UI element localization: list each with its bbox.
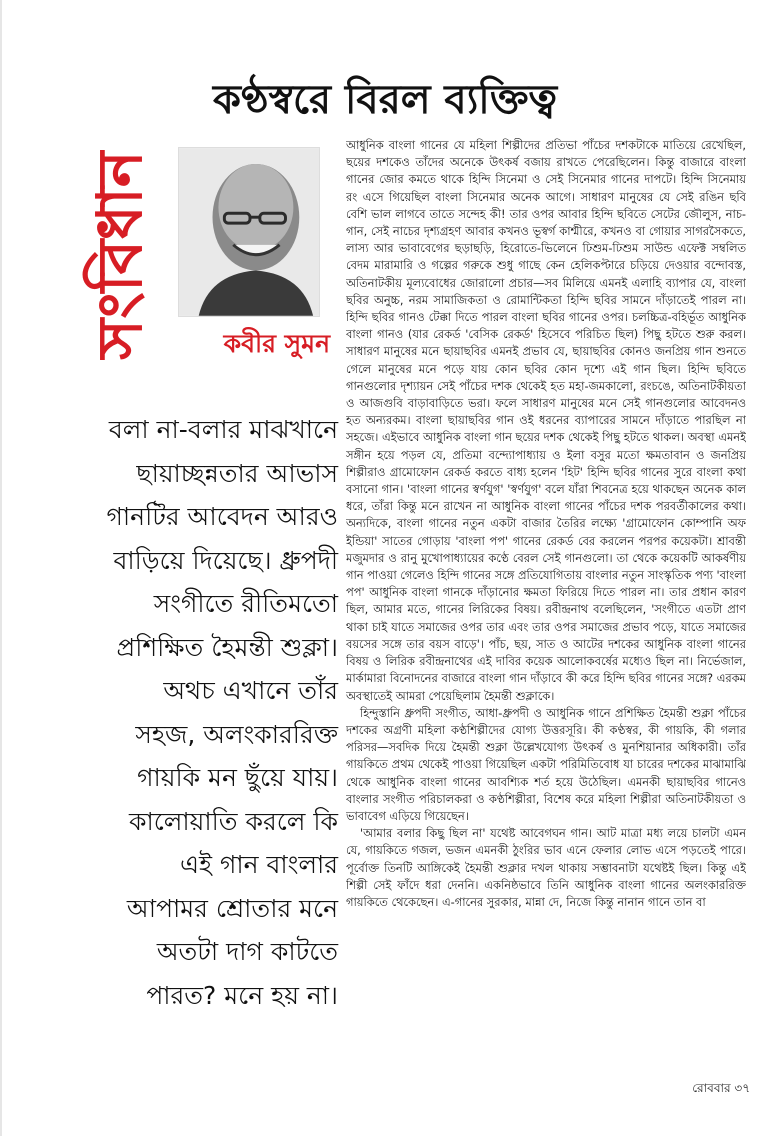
pull-quote	[52, 408, 338, 1017]
pull-quote-line: এই গান বাংলার	[179, 850, 338, 879]
body-paragraph: হিন্দুস্তানি ধ্রুপদী সংগীত, আধা-ধ্রুপদী ও আধুনিক গানে প্রশিক্ষিত হৈমন্তী শুক্লা পাঁচের দশকের অগ্রণী মহিলা কণ্ঠশিল্পীদের যোগ্য উত্তরসূরি। কী কণ্ঠস্বর, কী গায়কি, কী গলার পরিসর—সবদিক দিয়ে হৈমন্তী শুক্লা উল্লেখযোগ্য উৎকর্ষ ও মুনশিয়ানার অধিকারী। তাঁর গায়কিতে প্রথম থেকেই পাওয়া গিয়েছিল একটা পরিমিতিবোধ যা চারের দশকের মাঝামাঝি থেকে আধুনিক বাংলা গানের আবশ্যিক শর্ত হয়ে উঠেছিল। এমনকী ছায়াছবির গানেও বাংলার সংগীত পরিচালকরা ও কণ্ঠশিল্পীরা, বিশেষ করে মহিলা শিল্পীরা অতিনাটকীয়তা ও ভাবাবেগ এড়িয়ে গিয়েছেন।	[346, 705, 746, 823]
pull-quote-line: সহজ, অলংকাররিক্ত	[135, 719, 338, 749]
article-headline: কণ্ঠস্বরে বিরল ব্যক্তিত্ব	[212, 77, 558, 123]
pull-quote-line: পারত? মনে হয় না।	[146, 980, 338, 1010]
body-paragraph: 'আমার বলার কিছু ছিল না' যথেষ্ট আবেগঘন গান। আট মাত্রা মধ্য লয়ে চালটা এমন যে, গায়কিতে গজল, ভজন এমনকী ঠুংরির ভাব এনে ফেলার লোভ এসে পড়তেই পারে। পূর্বোক্ত তিনটি আঙ্গিকেই হৈমন্তী শুক্লার দখল থাকায় সম্ভাবনাটা যথেষ্টই ছিল। কিন্তু এই শিল্পী সেই ফাঁদে ধরা দেননি। একনিষ্ঠভাবে তিনি আধুনিক বাংলা গানের অলংকাররিক্ত গায়কিতে থেকেছেন। এ-গানের সুরকার, মান্না দে, নিজে কিন্তু নানান গানে তান বা	[346, 826, 746, 909]
pull-quote-line: বাড়িয়ে দিয়েছে। ধ্রুপদী	[113, 545, 338, 575]
pull-quote-line: সংগীতে রীতিমতো	[153, 589, 338, 618]
pull-quote-line: গানটির আবেদন আরও	[106, 502, 338, 531]
article-body	[346, 137, 746, 1057]
pull-quote-line: অথচ এখানে তাঁর	[163, 676, 338, 705]
pull-quote-line: গায়কি মন ছুঁয়ে যায়।	[137, 763, 338, 792]
column-name-vertical	[60, 150, 180, 360]
pull-quote-line: কালোয়াতি করলে কি	[128, 806, 338, 836]
author-photo	[178, 147, 320, 317]
pull-quote-line: অতটা দাগ কাটতে	[156, 937, 338, 966]
column-name-text: সংবিধান	[83, 150, 156, 360]
pull-quote-line: ছায়াচ্ছন্নতার আভাস	[136, 458, 338, 488]
page-footer: রোববার ৩৭	[692, 1081, 750, 1095]
pull-quote-line: প্রশিক্ষিত হৈমন্তী শুক্লা।	[116, 632, 338, 662]
author-portrait-icon	[179, 148, 319, 316]
author-name: কবীর সুমন	[223, 329, 330, 358]
pull-quote-line: আপামর শ্রোতার মনে	[126, 893, 338, 923]
body-paragraph: আধুনিক বাংলা গানের যে মহিলা শিল্পীদের প্রতিভা পাঁচের দশকটাকে মাতিয়ে রেখেছিল, ছয়ের দশকেও তাঁদের অনেকে উৎকর্ষ বজায় রাখতে পেরেছিলেন। কিন্তু বাজারে বাংলা গানের জোর কমতে থাকে হিন্দি সিনেমা ও সেই সিনেমার গানের দাপটে। হিন্দি সিনেমায় রং এসে গিয়েছিল বাংলা সিনেমার অনেক আগে। সাধারণ মানুষের যে সেই রঙিন ছবি বেশি ভাল লাগবে তাতে সন্দেহ কী! তার ওপর আবার হিন্দি ছবিতে সেটের জৌলুস, নাচ-গান, সেই নাচের দৃশ্যগ্রহণ আবার কখনও ভূস্বর্গ কাশ্মীরে, কখনও বা গোয়ার সাগরসৈকতে, লাস্য আর ভাবাবেগের ছড়াছড়ি, হিরোতে-ভিলেনে ঢিশুম-ঢিশুম সাউন্ড এফেক্ট সম্বলিত বেদম মারামারি ও গল্পের গরুকে শুধু গাছে কেন হেলিকপ্টারে চড়িয়ে দেওয়ার বন্দোবস্ত, অতিনাটকীয় মূল্যবোধের জোরালো প্রচার—সব মিলিয়ে এমনই এলাহি ব্যাপার যে, বাংলা ছবির অনুচ্চ, নরম সামাজিকতা ও রোমান্টিকতা হিন্দি ছবির সামনে দাঁড়াতেই পারল না। হিন্দি ছবির গানও টেক্কা দিতে পারল বাংলা ছবির গানের ওপর। চলচ্চিত্র-বহির্ভূত আধুনিক বাংলা গানও (যার রেকর্ড 'বেসিক রেকর্ড' হিসেবে পরিচিত ছিল) পিছু হটতে শুরু করল। সাধারণ মানুষের মনে ছায়াছবির এমনই প্রভাব যে, ছায়াছবির কোনও জনপ্রিয় গান শুনতে গেলে মানুষের মনে পড়ে যায় কোন ছবির কোন দৃশ্যে এই গান ছিল। হিন্দি ছবিতে গানগুলোর দৃশ্যায়ন সেই পাঁচের দশক থেকেই হত মহা-জমকালো, রংচঙে, অতিনাটকীয়তা ও আজগুবি বাড়াবাড়িতে ভরা। ফলে সাধারণ মানুষের মনে সেই গানগুলোর আবেদনও হত অন্যরকম। বাংলা ছায়াছবির গান ওই ধরনের ব্যাপারের সামনে দাঁড়াতে পারছিল না সহজে। এইভাবে আধুনিক বাংলা গান ছয়ের দশক থেকেই পিছু হটতে থাকল। অবস্থা এমনই সঙ্গীন হয়ে পড়ল যে, প্রতিমা বন্দ্যোপাধ্যায় ও ইলা বসুর মতো ক্ষমতাবান ও জনপ্রিয় শিল্পীরাও গ্রামোফোন রেকর্ড করতে বাধ্য হলেন 'হিট' হিন্দি ছবির গানের সুরে বাংলা কথা বসানো গান। 'বাংলা গানের স্বর্ণযুগ' 'স্বর্ণযুগ' বলে যাঁরা শিবনেত্র হয়ে থাকছেন অনেক কাল ধরে, তাঁরা কিন্তু মনে রাখেন না আধুনিক বাংলা গানের পাঁচের দশক পরবর্তীকালের কথা। অন্যদিকে, বাংলা গানের নতুন একটা বাজার তৈরির লক্ষ্যে 'গ্রামোফোন কোম্পানি অফ ইন্ডিয়া' সাতের গোড়ায় 'বাংলা পপ' গানের রেকর্ড বের করলেন পরপর কয়েকটা। শ্রাবন্তী মজুমদার ও রানু মুখোপাধ্যায়ের কণ্ঠে বেরল সেই গানগুলো। তা থেকে কয়েকটি আকর্ষণীয় গান পাওয়া গেলেও হিন্দি গানের সঙ্গে প্রতিযোগিতায় বাংলার নতুন সাংস্কৃতিক পণ্য 'বাংলা পপ' আধুনিক বাংলা গানকে দাঁড়ানোর ক্ষমতা ফিরিয়ে দিতে পারল না। তার প্রধান কারণ ছিল, আমার মতে, গানের লিরিকের বিষয়। রবীন্দ্রনাথ বলেছিলেন, 'সংগীতে এতটা প্রাণ থাকা চাই যাতে সমাজের ওপর তার এবং তার ওপর সমাজের প্রভাব পড়ে, যাতে সমাজের বয়সের সঙ্গে তার বয়স বাড়ে'। পাঁচ, ছয়, সাত ও আটের দশকের আধুনিক বাংলা গানের বিষয় ও লিরিক রবীন্দ্রনাথের এই দাবির কয়েক আলোকবর্ষের মধ্যেও ছিল না। নির্ভেজাল, মার্কামারা বিনোদনের বাজারে বাংলা গান দাঁড়াবে কী করে হিন্দি ছবির গানের সঙ্গে? এরকম অবস্থাতেই আমরা পেয়েছিলাম হৈমন্তী শুক্লাকে।	[346, 138, 746, 703]
pull-quote-line: বলা না-বলার মাঝখানে	[108, 415, 338, 444]
